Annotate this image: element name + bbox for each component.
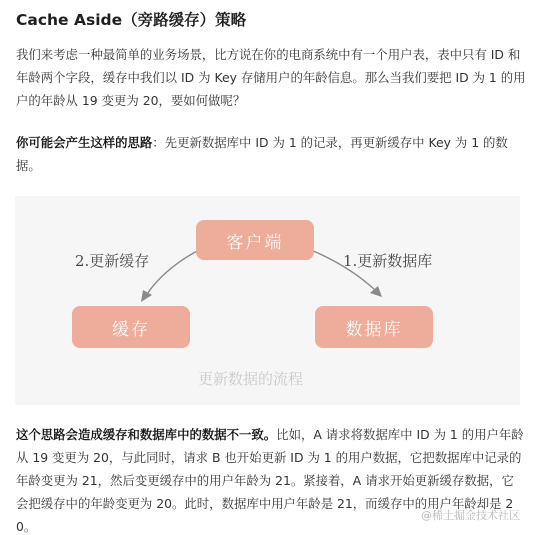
problem-label: 这个思路会造成缓存和数据库中的数据不一致。	[16, 427, 277, 442]
client-node: 客户端	[196, 220, 314, 260]
intro-paragraph: 我们来考虑一种最简单的业务场景，比方说在你的电商系统中有一个用户表，表中只有 ID 和年龄两个字段，缓存中我们以 ID 为 Key 存储用户的年龄信息。那么当我们要把 ID 为 1 的用户的年龄从 19 变更为 20，要如何做呢？	[16, 47, 526, 108]
idea-paragraph	[16, 131, 526, 177]
update-cache-label: 2.更新缓存	[75, 252, 150, 270]
idea-text: ：先更新数据库中 ID 为 1 的记录，再更新缓存中 Key 为 1 的数据。	[16, 135, 508, 173]
update-flow-diagram	[15, 196, 520, 405]
update-db-label: 1.更新数据库	[343, 252, 433, 270]
diagram-caption: 更新数据的流程	[198, 370, 304, 388]
problem-text: 比如，A 请求将数据库中 ID 为 1 的用户年龄从 19 变更为 20，与此同时，请求 B 也开始更新 ID 为 1 的用户数据，它把数据库中记录的年龄变更为 21，然后变更缓存中的用户年龄为 21。紧接着，A 请求开始更新缓存数据，它会把缓存中的年龄变更为 20。此时，数据库中用户年龄是 21，而缓存中的用户年龄却是 20。	[16, 427, 524, 534]
database-node: 数据库	[315, 306, 433, 348]
idea-label: 你可能会产生这样的思路	[16, 135, 153, 150]
cache-node: 缓存	[72, 306, 190, 348]
arrowhead-cache	[141, 290, 152, 302]
site-watermark: @稀土掘金技术社区	[421, 509, 520, 522]
section-heading: Cache Aside（旁路缓存）策略	[16, 11, 247, 29]
arrow-client-to-cache	[147, 250, 199, 294]
